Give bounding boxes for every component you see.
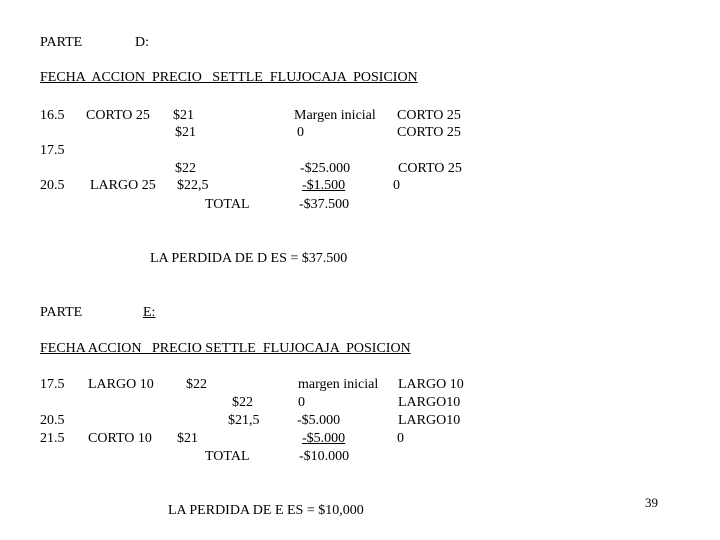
part-e-price-1: $22 [186,377,207,392]
part-e-total-label: TOTAL [205,449,250,464]
part-e-action-2: CORTO 10 [88,431,152,446]
part-e-cashflow-1: margen inicial [298,377,379,392]
part-e-total-value: -$10.000 [299,449,350,464]
part-d-position-2: CORTO 25 [397,125,461,140]
part-e-price-2: $21 [177,431,198,446]
part-e-cashflow-2: 0 [298,395,305,410]
part-d-cashflow-1: Margen inicial [294,108,376,123]
part-d-position-4: 0 [393,178,400,193]
part-e-date-2: 20.5 [40,413,65,428]
part-e-settle-2: $21,5 [228,413,260,428]
part-d-label: PARTE [40,35,83,50]
part-d-date-1: 16.5 [40,108,65,123]
part-d-loss-statement: LA PERDIDA DE D ES = $37.500 [150,251,348,266]
part-d-position-3: CORTO 25 [398,161,462,176]
part-d-price-1: $21 [173,108,194,123]
part-d-cashflow-2: 0 [297,125,304,140]
part-e-position-2: LARGO10 [398,395,461,410]
part-d-settle-1: $21 [175,125,196,140]
part-e-cashflow-3: -$5.000 [297,413,341,428]
part-d-table-header: FECHA ACCION PRECIO SETTLE FLUJOCAJA POSICION [40,70,418,85]
part-e-position-3: LARGO10 [398,413,461,428]
part-e-label: PARTE [40,305,83,320]
part-d-price-2: $22,5 [177,178,209,193]
part-e-letter: E: [143,305,156,320]
part-e-table-header: FECHA ACCION PRECIO SETTLE FLUJOCAJA POSICION [40,341,411,356]
part-e-action-1: LARGO 10 [88,377,154,392]
part-d-total-label: TOTAL [205,197,250,212]
part-d-total-value: -$37.500 [299,197,350,212]
part-d-settle-2: $22 [175,161,196,176]
part-d-cashflow-3: -$25.000 [300,161,351,176]
part-e-position-4: 0 [397,431,404,446]
part-e-date-1: 17.5 [40,377,65,392]
part-d-date-2: 17.5 [40,143,65,158]
part-e-settle-1: $22 [232,395,253,410]
page-number: 39 [645,495,658,510]
part-e-cashflow-4: -$5.000 [302,431,346,446]
part-e-loss-statement: LA PERDIDA DE E ES = $10,000 [168,503,364,518]
part-d-letter: D: [135,35,149,50]
part-d-position-1: CORTO 25 [397,108,461,123]
part-e-position-1: LARGO 10 [398,377,464,392]
part-e-date-3: 21.5 [40,431,65,446]
part-d-action-1: CORTO 25 [86,108,150,123]
part-d-cashflow-4: -$1.500 [302,178,346,193]
part-d-action-2: LARGO 25 [90,178,156,193]
part-d-date-3: 20.5 [40,178,65,193]
